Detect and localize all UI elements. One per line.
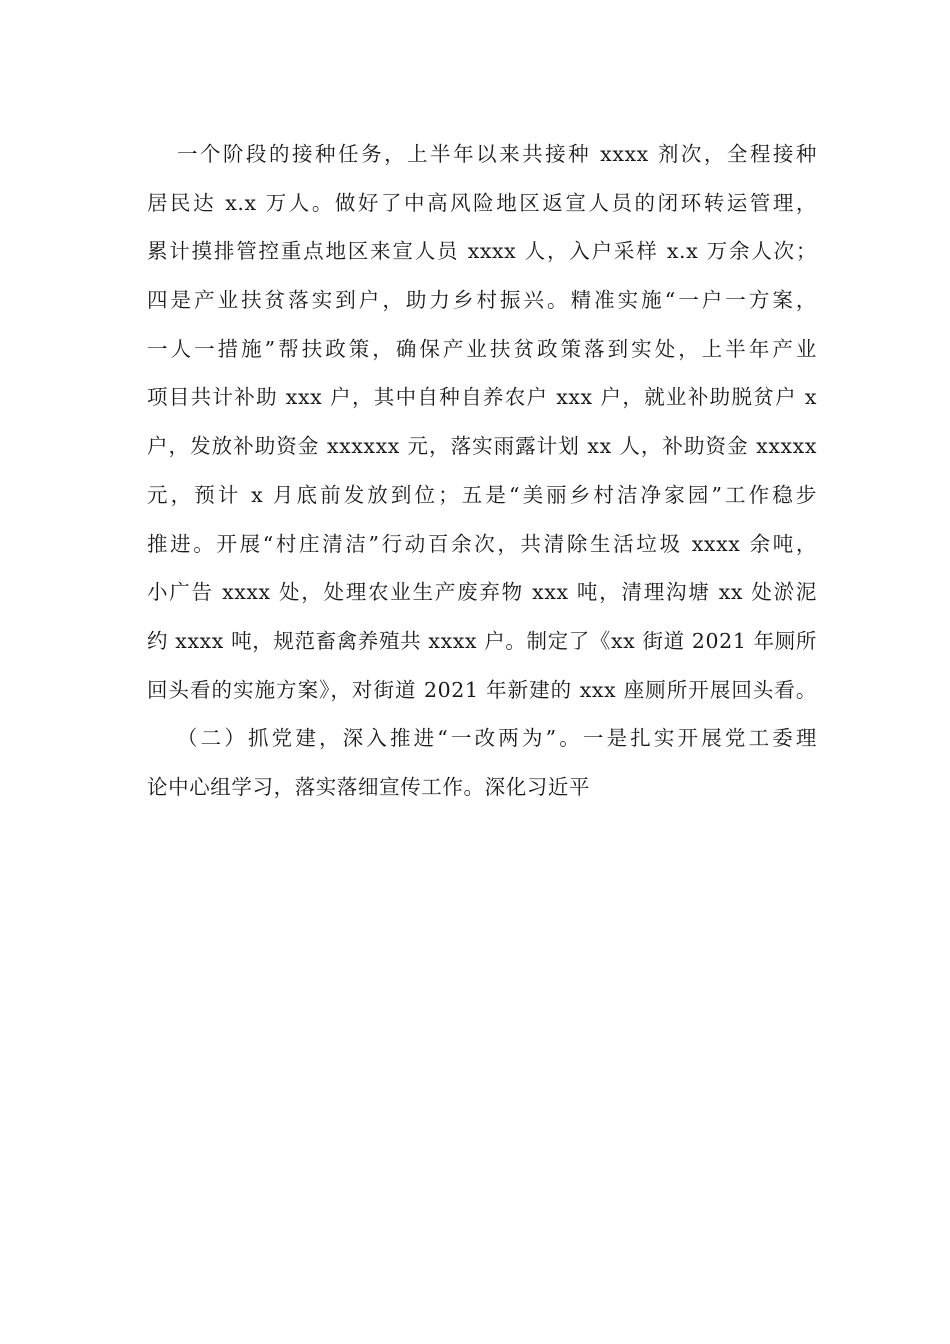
text-line-7: 户，发放补助资金 xxxxxx 元，落实雨露计划 xx 人，补助资金 xxxxx <box>147 434 817 459</box>
text-line-13: （二）抓党建，深入推进“一改两为”。一是扎实开展党工委理 <box>177 726 817 751</box>
text-line-2: 居民达 x.x 万人。做好了中高风险地区返宣人员的闭环转运管理， <box>147 190 817 215</box>
text-line-10: 小广告 xxxx 处，处理农业生产废弃物 xxx 吨，清理沟塘 xx 处淤泥 <box>147 580 817 605</box>
text-line-11: 约 xxxx 吨，规范畜禽养殖共 xxxx 户。制定了《xx 街道 2021 年厕所 <box>147 628 817 653</box>
text-line-5: 一人一措施”帮扶政策，确保产业扶贫政策落到实处，上半年产业 <box>147 336 817 361</box>
text-line-1: 一个阶段的接种任务，上半年以来共接种 xxxx 剂次，全程接种 <box>177 142 817 166</box>
text-line-6: 项目共计补助 xxx 户，其中自种自养农户 xxx 户，就业补助脱贫户 x <box>147 385 817 410</box>
text-line-12: 回头看的实施方案》，对街道 2021 年新建的 xxx 座厕所开展回头看。 <box>147 677 817 702</box>
text-line-3: 累计摸排管控重点地区来宣人员 xxxx 人，入户采样 x.x 万余人次； <box>147 239 817 264</box>
text-line-9: 推进。开展“村庄清洁”行动百余次，共清除生活垃圾 xxxx 余吨， <box>147 531 817 556</box>
text-line-4: 四是产业扶贫落实到户，助力乡村振兴。精准实施“一户一方案， <box>147 288 817 313</box>
body-text <box>147 130 817 812</box>
text-line-8: 元，预计 x 月底前发放到位；五是“美丽乡村洁净家园”工作稳步 <box>147 482 817 507</box>
text-line-14: 论中心组学习，落实落细宣传工作。深化习近平 <box>147 774 591 799</box>
